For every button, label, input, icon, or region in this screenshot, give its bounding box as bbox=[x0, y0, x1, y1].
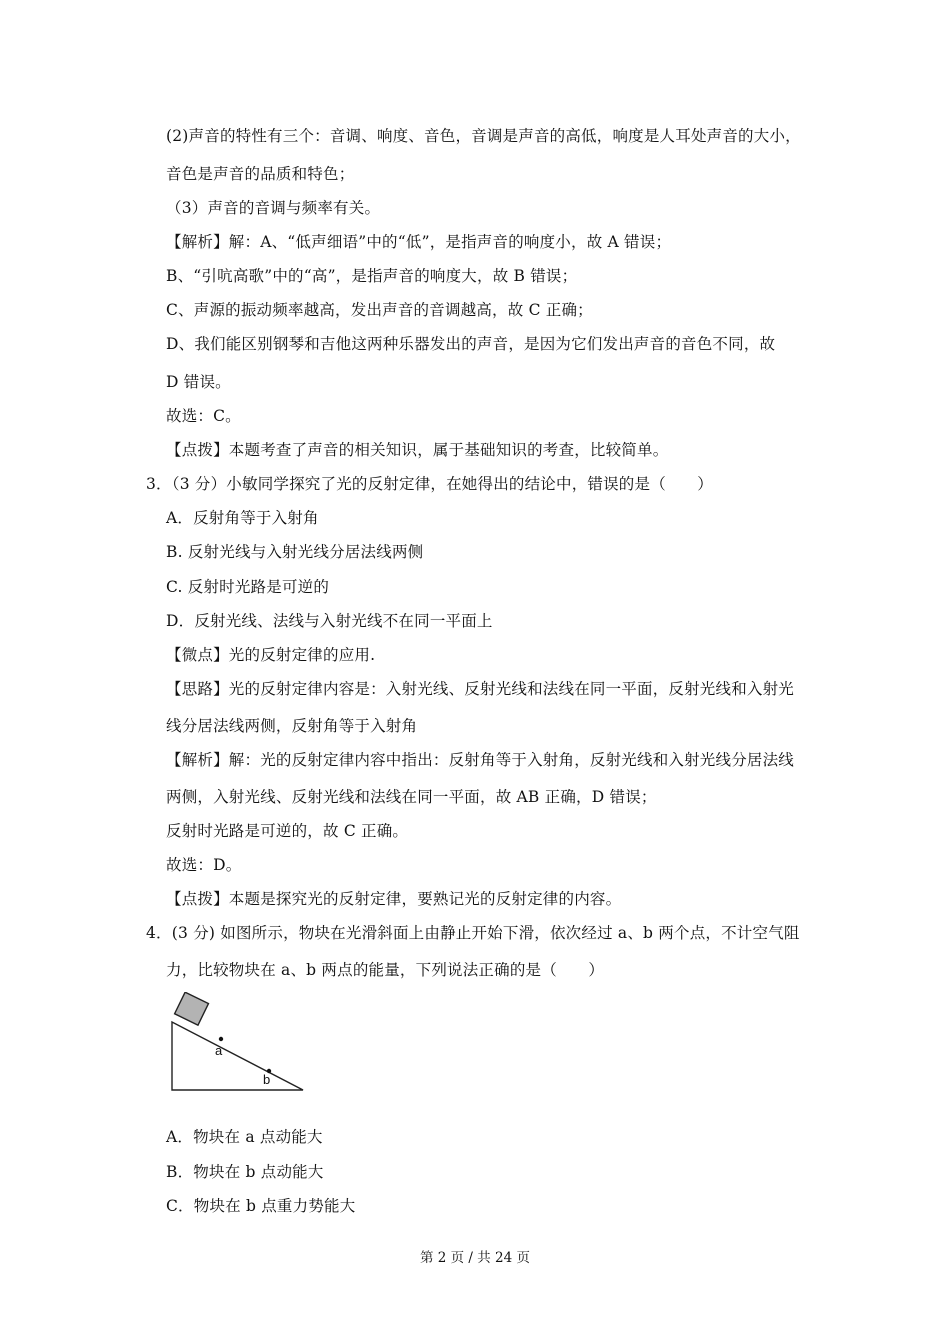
q2-line3: （3）声音的音调与频率有关。 bbox=[166, 199, 381, 217]
q4-option-c: C．物块在 b 点重力势能大 bbox=[166, 1197, 356, 1215]
q3-answer: 故选：D。 bbox=[166, 856, 242, 874]
q4-stem-2: 力，比较物块在 a、b 两点的能量，下列说法正确的是（ ） bbox=[166, 961, 605, 979]
incline-diagram bbox=[166, 992, 308, 1098]
q4-option-b: B．物块在 b 点动能大 bbox=[166, 1163, 324, 1181]
incline-triangle bbox=[172, 1022, 303, 1090]
q3-silu-2: 线分居法线两侧，反射角等于入射角 bbox=[166, 717, 418, 735]
q3-dianbo: 【点拨】本题是探究光的反射定律，要熟记光的反射定律的内容。 bbox=[166, 890, 622, 908]
q3-option-a: A．反射角等于入射角 bbox=[166, 509, 319, 527]
q3-jiexi-1: 【解析】解：光的反射定律内容中指出：反射角等于入射角，反射光线和入射光线分居法线 bbox=[166, 751, 795, 769]
q3-option-d: D．反射光线、法线与入射光线不在同一平面上 bbox=[166, 612, 493, 630]
q3-weidian: 【微点】光的反射定律的应用. bbox=[166, 646, 376, 664]
q3-jiexi-2: 两侧，入射光线、反射光线和法线在同一平面，故 AB 正确，D 错误； bbox=[166, 788, 657, 806]
q2-line1: (2)声音的特性有三个：音调、响度、音色，音调是声音的高低，响度是人耳处声音的大小， bbox=[166, 127, 801, 145]
q3-jiexi-3: 反射时光路是可逆的，故 C 正确。 bbox=[166, 822, 409, 840]
point-a-label: a bbox=[215, 1043, 223, 1058]
q3-option-c: C. 反射时光路是可逆的 bbox=[166, 578, 330, 596]
q3-option-b: B. 反射光线与入射光线分居法线两侧 bbox=[166, 543, 424, 561]
incline-figure bbox=[166, 992, 308, 1094]
sliding-block bbox=[175, 992, 209, 1025]
q4-stem-1: 4．(3 分) 如图所示，物块在光滑斜面上由静止开始下滑，依次经过 a、b 两个点，不计空气阻 bbox=[146, 924, 800, 942]
q2-option-d-analysis-1: D、我们能区别钢琴和吉他这两种乐器发出的声音，是因为它们发出声音的音色不同，故 bbox=[166, 335, 776, 353]
q2-line2: 音色是声音的品质和特色； bbox=[166, 165, 355, 183]
q4-option-a: A．物块在 a 点动能大 bbox=[166, 1128, 323, 1146]
q2-option-d-analysis-2: D 错误。 bbox=[166, 373, 231, 391]
q2-answer: 故选：C。 bbox=[166, 407, 241, 425]
q2-option-b-analysis: B、“引吭高歌”中的“高”，是指声音的响度大，故 B 错误； bbox=[166, 267, 578, 285]
q2-jiexi: 【解析】解：A、“低声细语”中的“低”，是指声音的响度小，故 A 错误； bbox=[166, 233, 672, 251]
point-a-dot bbox=[219, 1037, 223, 1041]
page-footer: 第 2 页 / 共 24 页 bbox=[419, 1250, 531, 1266]
q3-silu-1: 【思路】光的反射定律内容是：入射光线、反射光线和法线在同一平面，反射光线和入射光 bbox=[166, 680, 795, 698]
q2-option-c-analysis: C、声源的振动频率越高，发出声音的音调越高，故 C 正确； bbox=[166, 301, 593, 319]
point-b-label: b bbox=[263, 1072, 271, 1087]
q3-stem: 3．（3 分）小敏同学探究了光的反射定律，在她得出的结论中，错误的是（ ） bbox=[146, 475, 714, 493]
q2-dianbo: 【点拨】本题考查了声音的相关知识，属于基础知识的考查，比较简单。 bbox=[166, 441, 669, 459]
